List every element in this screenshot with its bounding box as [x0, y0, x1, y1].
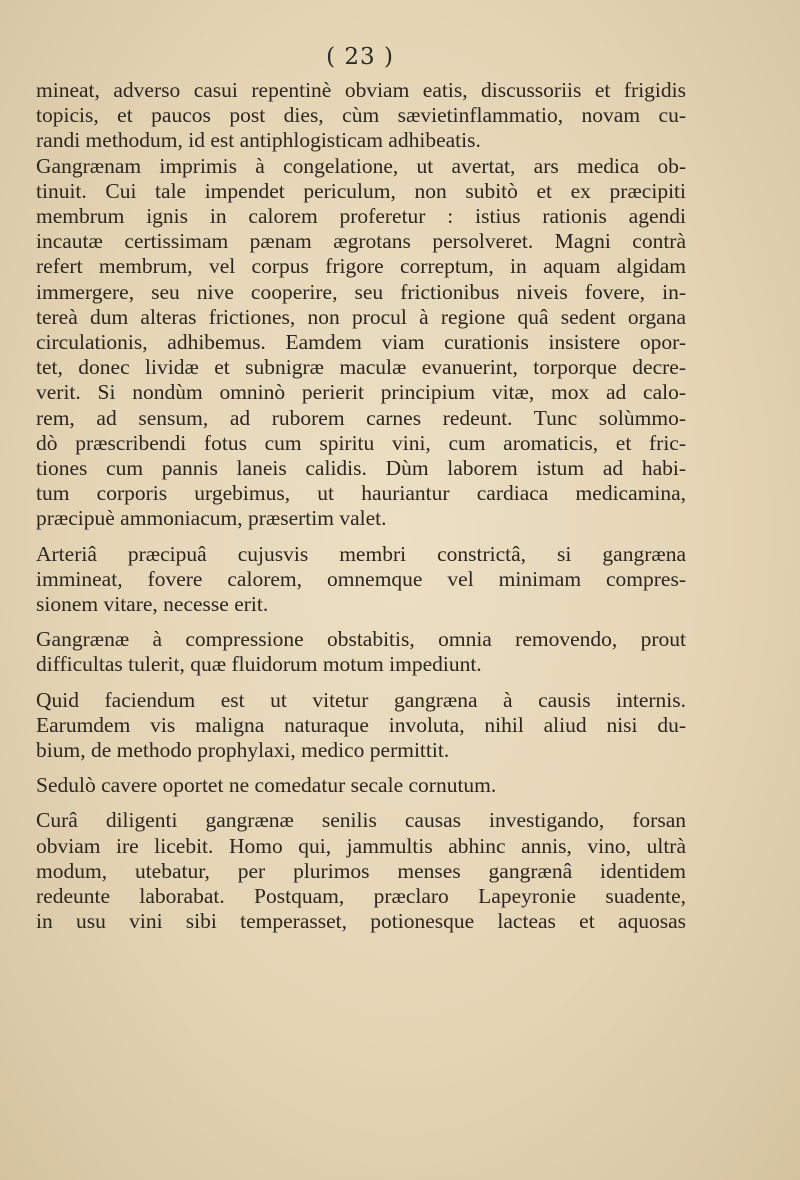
text-line: immergere, seu nive cooperire, seu frictionibus niveis fovere, in- — [36, 279, 686, 304]
page-number: ( 23 ) — [326, 44, 394, 70]
text-line: Gangrænæ à compressione obstabitis, omnia removendo, prout — [36, 627, 686, 652]
text-line: modum, utebatur, per plurimos menses gangrænâ identidem — [36, 858, 686, 883]
text-line: sionem vitare, necesse erit. — [36, 592, 269, 617]
text-line: topicis, et paucos post dies, cùm sævietinflammatio, novam cu- — [36, 103, 686, 128]
text-line: obviam ire licebit. Homo qui, jammultis abhinc annis, vino, ultrà — [36, 833, 686, 858]
text-line: circulationis, adhibemus. Eamdem viam curationis insistere opor- — [36, 330, 686, 355]
text-line: incautæ certissimam pænam ægrotans persolveret. Magni contrà — [36, 229, 686, 254]
text-body — [36, 78, 686, 935]
text-line: in usu vini sibi temperasset, potionesque lacteas et aquosas — [36, 909, 686, 934]
text-line: verit. Si nondùm omninò perierit principium vitæ, mox ad calo- — [36, 380, 686, 405]
text-line: Quid faciendum est ut vitetur gangræna à causis internis. — [36, 687, 686, 712]
text-line: Curâ diligenti gangrænæ senilis causas investigando, forsan — [36, 808, 686, 833]
text-line: dò præscribendi fotus cum spiritu vini, cum aromaticis, et fric- — [36, 430, 686, 455]
text-line: Sedulò cavere oportet ne comedatur secale cornutum. — [36, 773, 497, 798]
paragraph-3 — [36, 542, 686, 618]
paragraph-2 — [36, 154, 686, 532]
paragraph-1 — [36, 78, 686, 154]
text-line: tinuit. Cui tale impendet periculum, non subitò et ex præcipiti — [36, 178, 686, 203]
text-line: Earumdem vis maligna naturaque involuta, nihil aliud nisi du- — [36, 712, 686, 737]
text-line: redeunte laborabat. Postquam, præclaro Lapeyronie suadente, — [36, 884, 686, 909]
text-line: membrum ignis in calorem proferetur : istius rationis agendi — [36, 204, 686, 229]
paragraph-5 — [36, 688, 686, 764]
text-line: mineat, adverso casui repentinè obviam eatis, discussoriis et frigidis — [36, 78, 686, 102]
text-line: tiones cum pannis laneis calidis. Dùm laborem istum ad habi- — [36, 456, 686, 481]
text-line: Gangrænam imprimis à congelatione, ut avertat, ars medica ob- — [36, 153, 686, 178]
text-line: refert membrum, vel corpus frigore correptum, in aquam algidam — [36, 254, 686, 279]
text-line: tum corporis urgebimus, ut hauriantur cardiaca medicamina, — [36, 481, 686, 506]
text-line: difficultas tulerit, quæ fluidorum motum impediunt. — [36, 652, 482, 677]
text-line: rem, ad sensum, ad ruborem carnes redeunt. Tunc solùmmo- — [36, 405, 686, 430]
text-line: randi methodum, id est antiphlogisticam adhibeatis. — [36, 128, 481, 153]
text-line: Arteriâ præcipuâ cujusvis membri constrictâ, si gangræna — [36, 541, 686, 566]
text-line: immineat, fovere calorem, omnemque vel minimam compres- — [36, 566, 686, 591]
paragraph-7 — [36, 808, 686, 934]
text-line: tereà dum alteras frictiones, non procul à regione quâ sedent organa — [36, 304, 686, 329]
paragraph-4 — [36, 627, 686, 677]
text-line: præcipuè ammoniacum, præsertim valet. — [36, 506, 387, 531]
text-line: tet, donec lividæ et subnigræ maculæ evanuerint, torporque decre- — [36, 355, 686, 380]
text-line: bium, de methodo prophylaxi, medico permittit. — [36, 738, 450, 763]
paragraph-6 — [36, 773, 686, 798]
